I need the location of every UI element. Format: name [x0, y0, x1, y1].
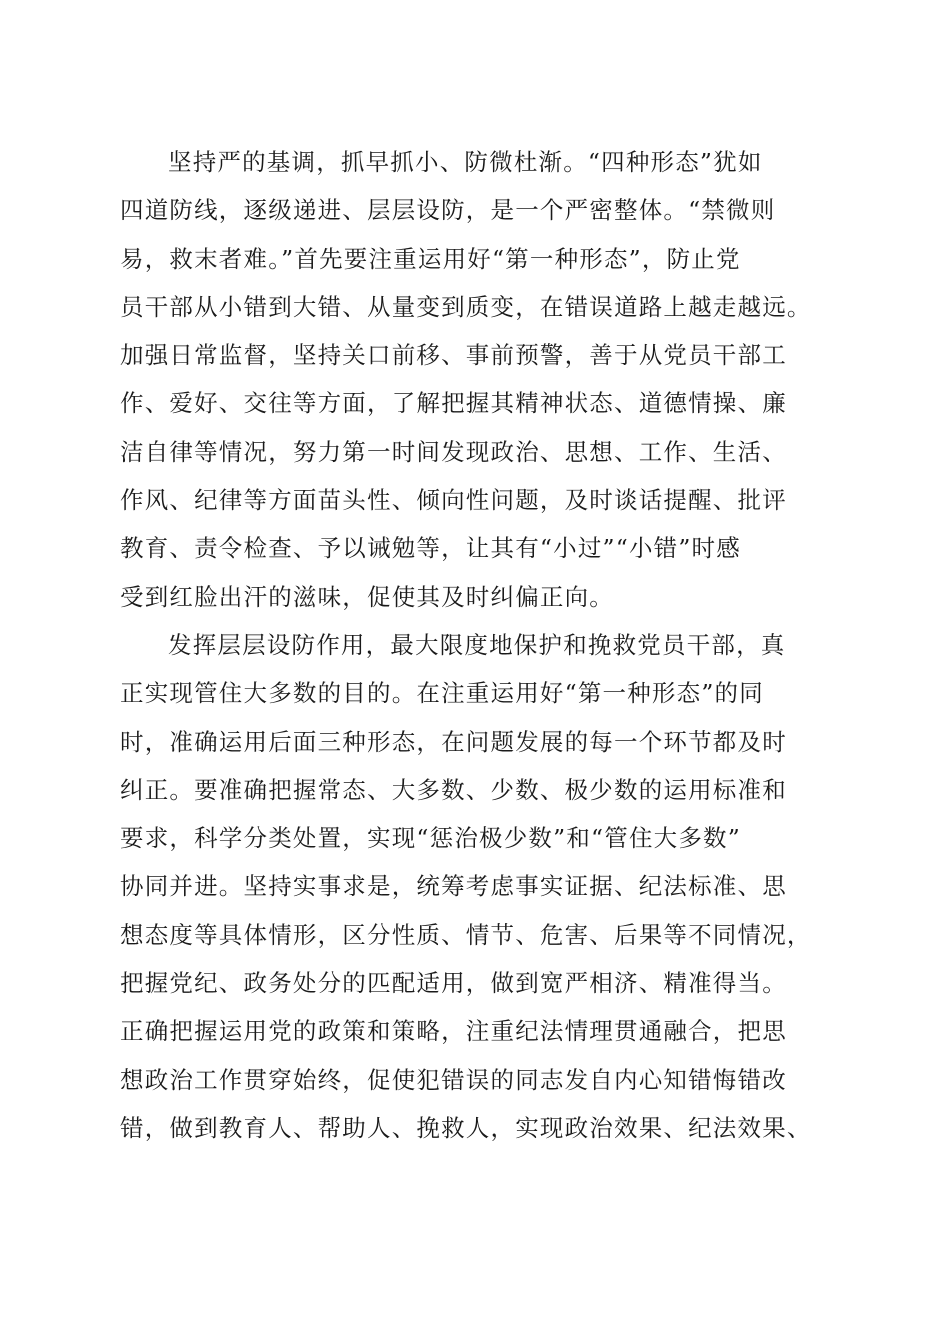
text-line: 把握党纪、政务处分的匹配适用，做到宽严相济、精准得当。 [120, 969, 787, 998]
text-line: 易，救末者难。”首先要注重运用好“第一种形态”，防止党 [120, 244, 741, 273]
text-line: 协同并进。坚持实事求是，统筹考虑事实证据、纪法标准、思 [120, 872, 787, 901]
text-line: 受到红脸出汗的滋味，促使其及时纠偏正向。 [120, 582, 614, 611]
text-line: 纠正。要准确把握常态、大多数、少数、极少数的运用标准和 [120, 775, 787, 804]
text-line: 作风、纪律等方面苗头性、倾向性问题，及时谈话提醒、批评 [120, 486, 787, 515]
paragraph-2 [120, 621, 840, 1152]
text-line: 时，准确运用后面三种形态，在问题发展的每一个环节都及时 [120, 727, 787, 756]
text-line: 发挥层层设防作用，最大限度地保护和挽救党员干部，真 [168, 630, 786, 659]
text-line: 想政治工作贯穿始终，促使犯错误的同志发自内心知错悔错改 [120, 1065, 787, 1094]
text-line: 要求，科学分类处置，实现“惩治极少数”和“管住大多数” [120, 824, 741, 853]
text-line: 正实现管住大多数的目的。在注重运用好“第一种形态”的同 [120, 679, 764, 708]
text-line: 加强日常监督，坚持关口前移、事前预警，善于从党员干部工 [120, 341, 787, 370]
paragraph-1 [120, 138, 840, 621]
text-line: 正确把握运用党的政策和策略，注重纪法情理贯通融合，把思 [120, 1017, 787, 1046]
text-line: 教育、责令检查、予以诫勉等，让其有“小过”“小错”时感 [120, 534, 741, 563]
text-line: 坚持严的基调，抓早抓小、防微杜渐。“四种形态”犹如 [168, 148, 763, 176]
text-line: 作、爱好、交往等方面，了解把握其精神状态、道德情操、廉 [120, 389, 787, 418]
document-body [120, 138, 840, 1152]
text-line: 错，做到教育人、帮助人、挽救人，实现政治效果、纪法效果、 [120, 1113, 812, 1142]
text-line: 想态度等具体情形，区分性质、情节、危害、后果等不同情况， [120, 920, 812, 949]
text-line: 员干部从小错到大错、从量变到质变，在错误道路上越走越远。 [120, 292, 812, 321]
text-line: 四道防线，逐级递进、层层设防，是一个严密整体。“禁微则 [120, 196, 776, 225]
text-line: 洁自律等情况，努力第一时间发现政治、思想、工作、生活、 [120, 437, 787, 466]
